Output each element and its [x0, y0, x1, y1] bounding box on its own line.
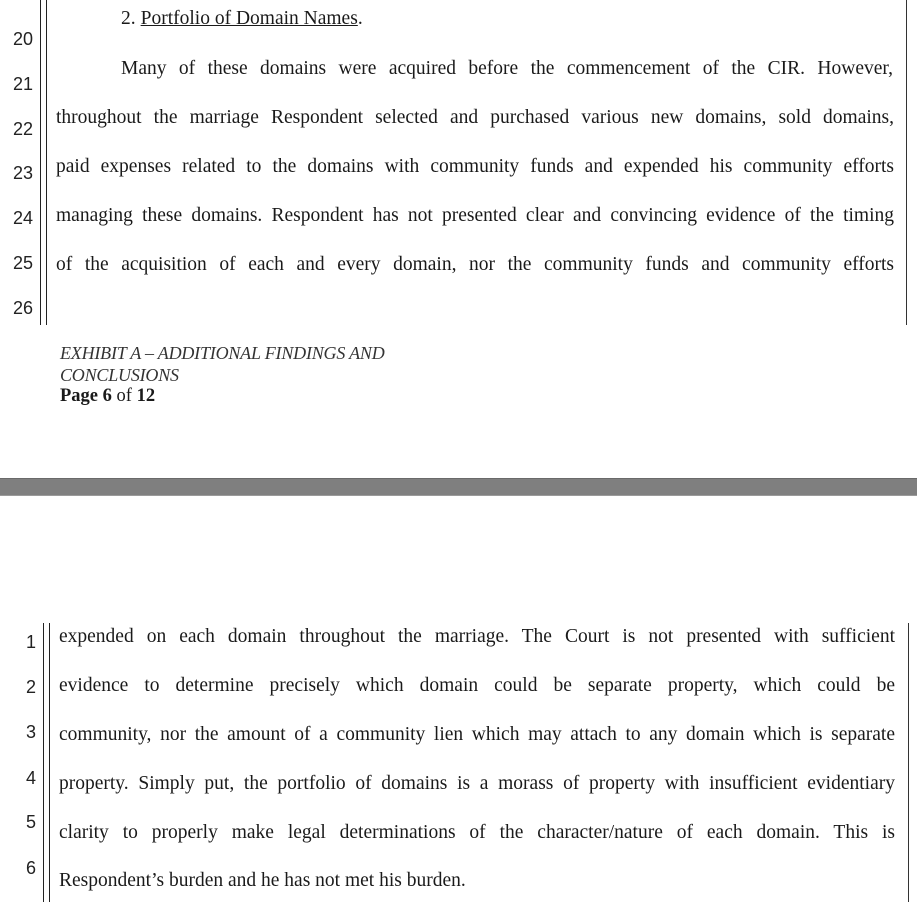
- section-heading: [121, 7, 363, 31]
- page-of: of: [116, 386, 132, 406]
- line-number: 3: [25, 722, 36, 742]
- body-text-line: of the acquisition of each and every domain, nor the community funds and community efforts: [56, 254, 894, 275]
- line-number: 1: [25, 632, 36, 652]
- line-number: 25: [12, 253, 33, 273]
- section-title: Portfolio of Domain Names: [140, 8, 358, 29]
- page-counter: [60, 386, 155, 407]
- line-number: 23: [12, 163, 33, 183]
- body-text-line: Respondent’s burden and he has not met his burden.: [59, 870, 466, 891]
- margin-rule-left-inner: [46, 0, 47, 325]
- line-number: 21: [12, 74, 33, 94]
- margin-rule-left-inner: [49, 623, 50, 902]
- page-label: Page: [60, 386, 99, 406]
- margin-rule-left-outer: [40, 0, 41, 325]
- page-separator: [0, 478, 917, 496]
- body-text-line: paid expenses related to the domains with community funds and expended his community efforts: [56, 156, 894, 177]
- body-text-line: evidence to determine precisely which domain could be separate property, which could be: [59, 675, 895, 696]
- margin-rule-left-outer: [43, 623, 44, 902]
- section-title-period: .: [357, 8, 363, 29]
- line-number: 4: [25, 768, 36, 788]
- body-text-line: clarity to properly make legal determinations of the character/nature of each domain. This is: [59, 822, 895, 843]
- line-number: 5: [25, 812, 36, 832]
- line-number: 26: [12, 298, 33, 318]
- line-number: 2: [25, 677, 36, 697]
- body-text-line: managing these domains. Respondent has not presented clear and convincing evidence of the timing: [56, 205, 894, 226]
- body-text-line: Many of these domains were acquired before the commencement of the CIR. However,: [121, 58, 893, 79]
- page-current: 6: [102, 386, 112, 406]
- body-text-line: community, nor the amount of a community lien which may attach to any domain which is separate: [59, 724, 895, 745]
- body-text-line: expended on each domain throughout the marriage. The Court is not presented with sufficient: [59, 626, 895, 647]
- margin-rule-right: [908, 623, 909, 902]
- line-number: 6: [25, 858, 36, 878]
- exhibit-title-line1: EXHIBIT A – ADDITIONAL FINDINGS AND: [60, 343, 385, 363]
- document-page-bottom: [0, 496, 917, 902]
- body-text-line: throughout the marriage Respondent selected and purchased various new domains, sold domains,: [56, 107, 894, 128]
- margin-rule-right: [906, 0, 907, 325]
- page-total: 12: [136, 386, 156, 406]
- body-text-line: property. Simply put, the portfolio of domains is a morass of property with insufficient evidentiary: [59, 773, 895, 794]
- line-number: 20: [12, 29, 33, 49]
- line-number: 24: [12, 208, 33, 228]
- line-number: 22: [12, 119, 33, 139]
- section-number: 2.: [121, 8, 136, 29]
- exhibit-title-line2: CONCLUSIONS: [60, 365, 179, 385]
